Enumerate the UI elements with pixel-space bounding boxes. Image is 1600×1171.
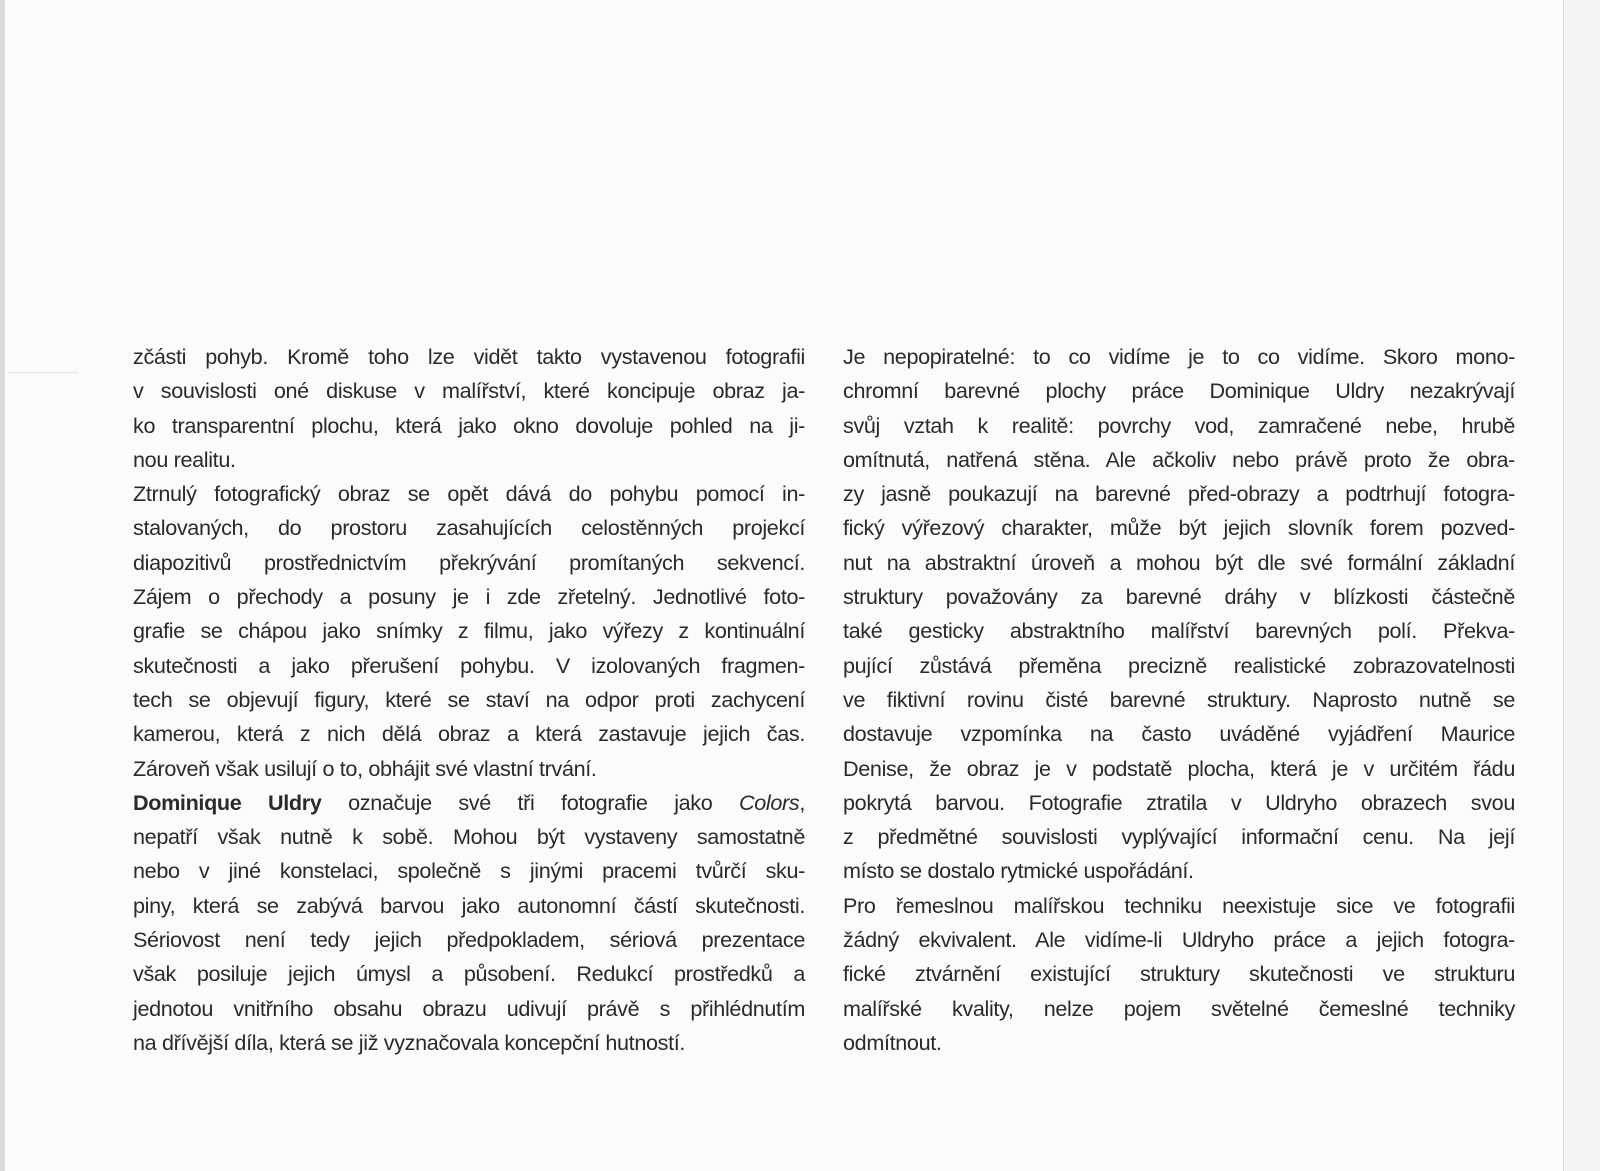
text-line: Je nepopiratelné: to co vidíme je to co vidíme. Skoro mono- <box>843 344 1515 369</box>
text-line: zy jasně poukazují na barevné před-obrazy a podtrhují fotogra- <box>843 481 1515 507</box>
text-line: stalovaných, do prostoru zasahujících celostěnných projekcí <box>133 515 805 541</box>
text-run: označuje své tři fotografie jako <box>321 789 740 815</box>
text-line: nou realitu. <box>133 446 236 472</box>
scan-edge-left <box>0 0 5 1171</box>
text-line: také gesticky abstraktního malířství barevných polí. Překva- <box>843 618 1515 644</box>
paragraph <box>843 340 1515 889</box>
text-line: kamerou, která z nich dělá obraz a která zastavuje jejich čas. <box>133 721 805 747</box>
text-line: nepatří však nutně k sobě. Mohou být vystaveny samostatně <box>133 824 805 850</box>
text-line: skutečnosti a jako přerušení pohybu. V izolovaných fragmen- <box>133 652 805 678</box>
right-text-column <box>843 340 1515 1060</box>
text-line: žádný ekvivalent. Ale vidíme-li Uldryho práce a jejich fotogra- <box>843 927 1515 953</box>
text-line: v souvislosti oné diskuse v malířství, které koncipuje obraz ja- <box>133 378 805 404</box>
text-line: svůj vztah k realitě: povrchy vod, zamračené nebe, hrubě <box>843 412 1515 438</box>
text-line: dostavuje vzpomínka na často uváděné vyjádření Maurice <box>843 721 1515 747</box>
text-line: nut na abstraktní úroveň a mohou být dle své formální základní <box>843 549 1515 575</box>
text-line: nebo v jiné konstelaci, společně s jinými pracemi tvůrčí sku- <box>133 858 805 884</box>
text-line: zčásti pohyb. Kromě toho lze vidět takto vystavenou fotografii <box>133 344 805 369</box>
text-line: odmítnout. <box>843 1029 942 1055</box>
text-line: však posiluje jejich úmysl a působení. Redukcí prostředků a <box>133 961 805 987</box>
text-run: , <box>799 789 805 815</box>
text-line: struktury považovány za barevné dráhy v blízkosti částečně <box>843 584 1515 610</box>
text-line: diapozitivů prostřednictvím překrývání promítaných sekvencí. <box>133 549 805 575</box>
paragraph <box>843 889 1515 1060</box>
paragraph <box>133 340 805 477</box>
text-line: z předmětné souvislosti vyplývající informační cenu. Na její <box>843 824 1515 850</box>
text-line: Zájem o přechody a posuny je i zde zřetelný. Jednotlivé foto- <box>133 584 805 610</box>
text-line: na dřívější díla, která se již vyznačovala koncepční hutností. <box>133 1029 686 1055</box>
text-line: piny, která se zabývá barvou jako autonomní částí skutečnosti. <box>133 892 805 918</box>
text-line: Pro řemeslnou malířskou techniku neexistuje sice ve fotografii <box>843 892 1515 918</box>
text-line: Sériovost není tedy jejich předpokladem, sériová prezentace <box>133 927 805 953</box>
text-line: Ztrnulý fotografický obraz se opět dává do pohybu pomocí in- <box>133 481 805 507</box>
text-line: fický výřezový charakter, může být jejich slovník forem pozved- <box>843 515 1515 541</box>
text-line <box>133 786 805 820</box>
text-line: fické ztvárnění existující struktury skutečnosti ve strukturu <box>843 961 1515 987</box>
text-line: tech se objevují figury, které se staví na odpor proti zachycení <box>133 686 805 712</box>
text-line: grafie se chápou jako snímky z filmu, jako výřezy z kontinuální <box>133 618 805 644</box>
paragraph <box>133 786 805 1060</box>
paragraph <box>133 477 805 786</box>
left-text-column <box>133 340 805 1060</box>
bold-name: Dominique Uldry <box>133 789 322 815</box>
text-line: omítnutá, natřená stěna. Ale ačkoliv nebo právě proto že obra- <box>843 446 1515 472</box>
text-line: Zároveň však usilují o to, obhájit své vlastní trvání. <box>133 755 597 781</box>
text-line: pokrytá barvou. Fotografie ztratila v Uldryho obrazech svou <box>843 789 1515 815</box>
text-line: malířské kvality, nelze pojem světelné čemeslné techniky <box>843 995 1515 1021</box>
text-line: Denise, že obraz je v podstatě plocha, která je v určitém řádu <box>843 755 1515 781</box>
text-line: jednotou vnitřního obsahu obrazu udivují právě s přihlédnutím <box>133 995 805 1021</box>
scan-edge-right <box>1563 0 1600 1171</box>
margin-rule <box>8 372 78 373</box>
text-line: chromní barevné plochy práce Dominique Uldry nezakrývají <box>843 378 1515 404</box>
text-line: pující zůstává přeměna precizně realistické zobrazovatelnosti <box>843 652 1515 678</box>
text-line: ve fiktivní rovinu čisté barevné struktury. Naprosto nutně se <box>843 686 1515 712</box>
text-line: ko transparentní plochu, která jako okno dovoluje pohled na ji- <box>133 412 805 438</box>
italic-title: Colors <box>739 789 800 815</box>
text-line: místo se dostalo rytmické uspořádání. <box>843 858 1194 884</box>
